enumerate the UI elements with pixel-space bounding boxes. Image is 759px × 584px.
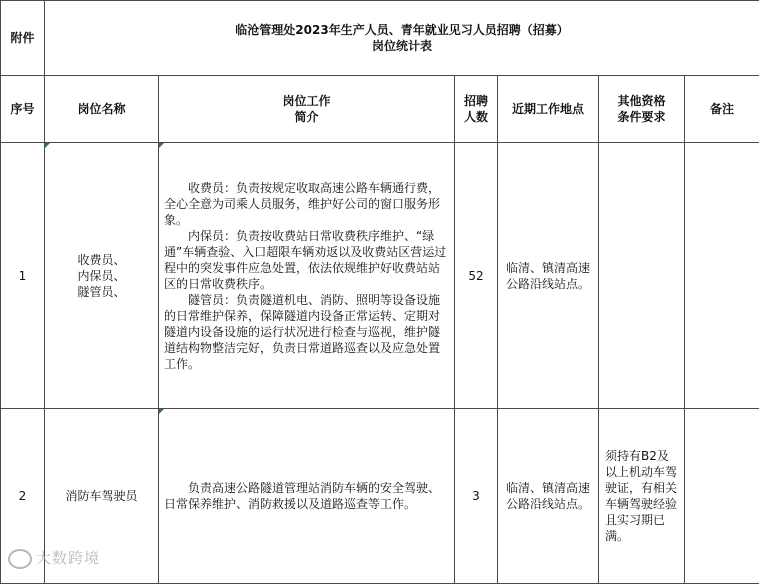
title-line-1: 临沧管理处2023年生产人员、青年就业见习人员招聘（招募） [45,22,759,38]
watermark [8,547,100,569]
watermark-logo-icon [8,549,32,569]
header-remark: 备注 [685,76,759,143]
table-row [1,143,759,409]
cell-comment-marker [45,143,50,148]
job-description-paragraph: 收费员：负责按规定收取高速公路车辆通行费，全心全意为司乘人员服务，维护好公司的窗口服务形象。 [164,180,449,228]
work-location-cell: 临清、镇清高速公路沿线站点。 [498,143,599,409]
job-description-paragraph: 内保员：负责按收费站日常收费秩序维护、“绿通”车辆查验、入口超限车辆劝返以及收费站区营运过程中的突发事件应急处置，依法依规维护好收费站站区的日常收费秩序。 [164,228,449,292]
watermark-text: 大数跨境 [36,549,100,567]
headcount-cell: 52 [455,143,498,409]
job-description-paragraph: 隧管员：负责隧道机电、消防、照明等设备设施的日常维护保养，保障隧道内设备正常运转、定期对隧道内设备设施的运行状况进行检查与巡视，维护隧道结构物整洁完好，负责日常道路巡查以及应急处置工作。 [164,292,449,372]
header-count-line-2: 人数 [455,109,497,125]
header-position-name: 岗位名称 [45,76,159,143]
position-name-line: 内保员、 [45,268,158,284]
position-name-line: 收费员、 [45,252,158,268]
cell-comment-marker [159,409,164,414]
row-index: 1 [1,143,45,409]
job-description-cell [159,143,455,409]
row-index: 2 [1,409,45,584]
other-requirements-cell [599,143,685,409]
headcount-cell: 3 [455,409,498,584]
header-other-req-line-1: 其他资格 [599,93,684,109]
title-row [1,1,759,76]
page-title [45,1,759,76]
header-job-intro-line-1: 岗位工作 [159,93,454,109]
header-count [455,76,498,143]
attachment-label: 附件 [1,1,45,76]
table-row [1,409,759,584]
header-location: 近期工作地点 [498,76,599,143]
header-other-req-line-2: 条件要求 [599,109,684,125]
header-count-line-1: 招聘 [455,93,497,109]
position-name-cell [45,143,159,409]
header-job-intro-line-2: 简介 [159,109,454,125]
work-location-cell: 临清、镇清高速公路沿线站点。 [498,409,599,584]
other-requirements-cell: 须持有B2及以上机动车驾驶证，有相关车辆驾驶经验且实习期已满。 [599,409,685,584]
remark-cell [685,409,759,584]
cell-comment-marker [159,143,164,148]
header-index: 序号 [1,76,45,143]
position-name-line: 隧管员、 [45,284,158,300]
header-row [1,76,759,143]
title-line-2: 岗位统计表 [45,38,759,54]
header-other-requirements [599,76,685,143]
remark-cell [685,143,759,409]
job-description-cell [159,409,455,584]
job-description-paragraph: 负责高速公路隧道管理站消防车辆的安全驾驶、日常保养维护、消防救援以及道路巡查等工作。 [164,480,449,512]
header-job-intro [159,76,455,143]
position-name-line: 消防车驾驶员 [45,488,158,504]
